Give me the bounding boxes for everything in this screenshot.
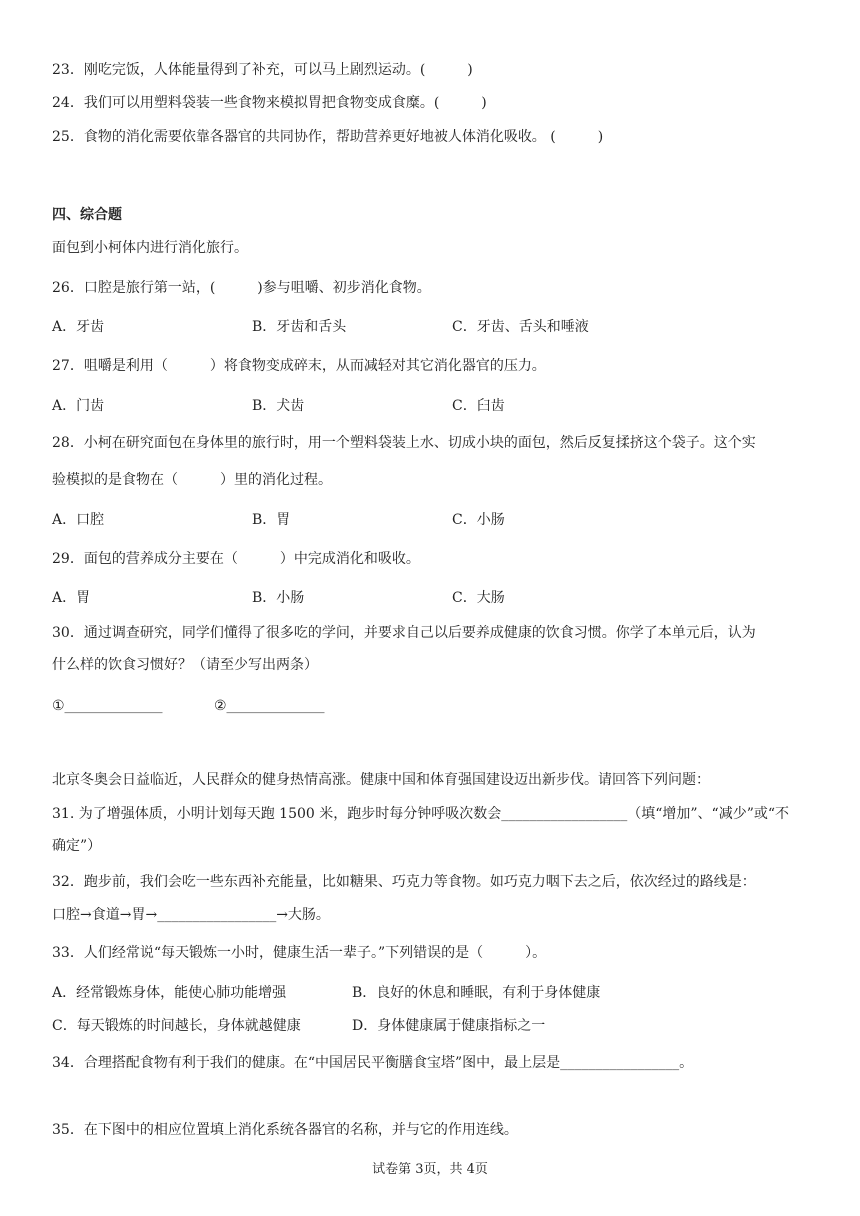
q33-option-d: D．身体健康属于健康指标之一 (352, 1018, 546, 1034)
question-28-line-1: 28．小柯在研究面包在身体里的旅行时，用一个塑料袋装上水、切成小块的面包，然后反复揉挤这个袋子。这个实 (52, 435, 756, 451)
question-23: 23．刚吃完饭，人体能量得到了补充，可以马上剧烈运动。( ) (52, 62, 473, 78)
q30-answer-blank-1[interactable]: ①______________ (52, 698, 163, 714)
question-25: 25．食物的消化需要依靠各器官的共同协作，帮助营养更好地被人体消化吸收。 ( ) (52, 129, 604, 145)
q29-option-a: A．胃 (52, 590, 91, 606)
q33-option-a: A．经常锻炼身体，能使心肺功能增强 (52, 985, 287, 1001)
section-4-title: 四、综合题 (52, 207, 122, 223)
question-27: 27．咀嚼是利用（ ）将食物变成碎末，从而减轻对其它消化器官的压力。 (52, 358, 546, 374)
q33-option-c: C．每天锻炼的时间越长，身体就越健康 (52, 1018, 301, 1034)
question-33: 33．人们经常说“每天锻炼一小时，健康生活一辈子。”下列错误的是（ ）。 (52, 945, 547, 961)
question-31-line-2: 确定”） (52, 838, 102, 854)
question-32-line-2: 口腔→食道→胃→_________________→大肠。 (52, 907, 330, 923)
question-34: 34．合理搭配食物有利于我们的健康。在“中国居民平衡膳食宝塔”图中，最上层是_________________。 (52, 1055, 694, 1071)
q28-option-a: A．口腔 (52, 512, 105, 528)
page-footer: 试卷第 3页，共 4页 (372, 1162, 488, 1177)
question-28-line-2: 验模拟的是食物在（ ）里的消化过程。 (52, 472, 332, 488)
question-30-line-1: 30．通过调查研究，同学们懂得了很多吃的学问，并要求自己以后要养成健康的饮食习惯。你学了本单元后，认为 (52, 625, 756, 641)
q28-option-b: B．胃 (252, 512, 291, 528)
section-5-intro: 北京冬奥会日益临近，人民群众的健身热情高涨。健康中国和体育强国建设迈出新步伐。请回答下列问题： (52, 772, 710, 788)
q27-option-c: C．臼齿 (452, 398, 505, 414)
q27-option-b: B．犬齿 (252, 398, 305, 414)
question-29: 29．面包的营养成分主要在（ ）中完成消化和吸收。 (52, 551, 420, 567)
question-32-line-1: 32．跑步前，我们会吃一些东西补充能量，比如糖果、巧克力等食物。如巧克力咽下去之后，依次经过的路线是： (52, 874, 756, 890)
q27-option-a: A．门齿 (52, 398, 105, 414)
q26-option-b: B．牙齿和舌头 (252, 319, 347, 335)
q33-option-b: B．良好的休息和睡眠，有利于身体健康 (352, 985, 601, 1001)
question-31-line-1: 31. 为了增强体质，小明计划每天跑 1500 米，跑步时每分钟呼吸次数会__________________（填“增加”、“减少”或“不 (52, 806, 790, 822)
q30-answer-blank-2[interactable]: ②______________ (214, 698, 325, 714)
question-35: 35．在下图中的相应位置填上消化系统各器官的名称，并与它的作用连线。 (52, 1122, 518, 1138)
q26-option-c: C．牙齿、舌头和唾液 (452, 319, 589, 335)
q29-option-c: C．大肠 (452, 590, 505, 606)
question-24: 24．我们可以用塑料袋装一些食物来模拟胃把食物变成食糜。( ) (52, 95, 487, 111)
question-26: 26．口腔是旅行第一站，( )参与咀嚼、初步消化食物。 (52, 280, 431, 296)
q26-option-a: A．牙齿 (52, 319, 105, 335)
q29-option-b: B．小肠 (252, 590, 305, 606)
q28-option-c: C．小肠 (452, 512, 505, 528)
question-30-line-2: 什么样的饮食习惯好？（请至少写出两条） (52, 657, 318, 673)
section-4-intro: 面包到小柯体内进行消化旅行。 (52, 240, 248, 256)
